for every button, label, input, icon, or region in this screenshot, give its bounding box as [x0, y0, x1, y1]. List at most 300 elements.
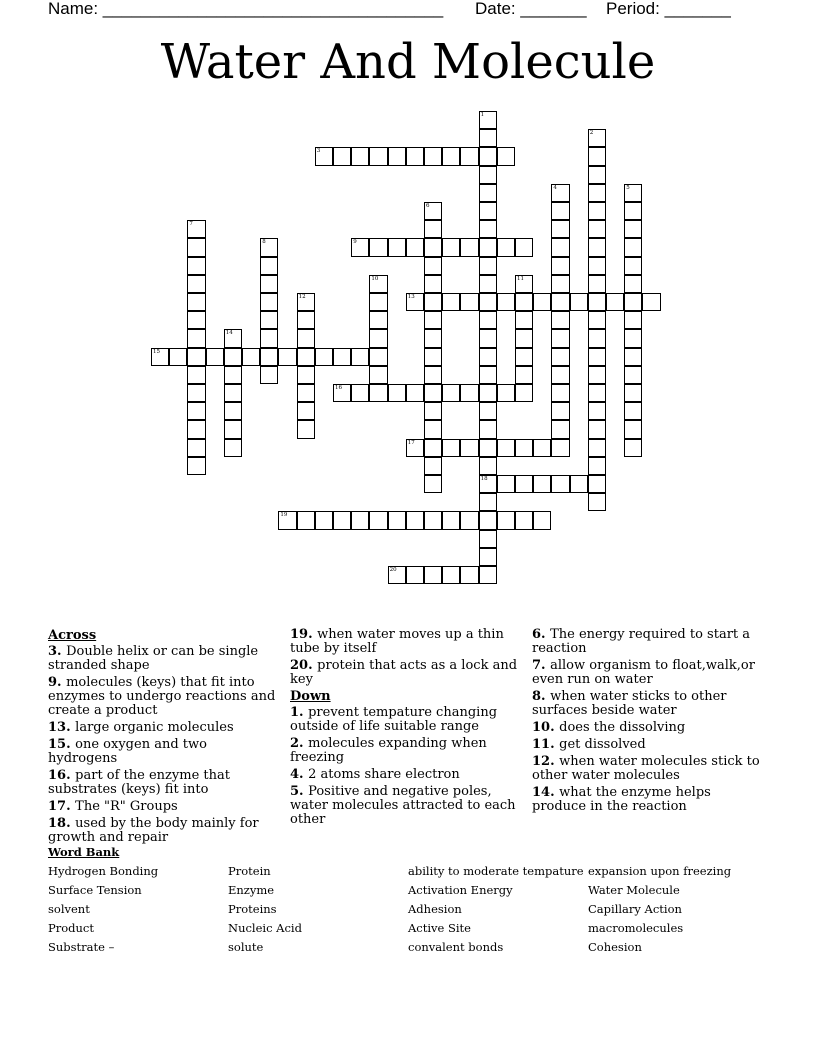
grid-cell[interactable] [460, 511, 478, 529]
grid-cell[interactable] [624, 275, 642, 293]
grid-cell[interactable] [479, 220, 497, 238]
grid-cell[interactable] [515, 439, 533, 457]
name-field[interactable]: Name: ____________________________________ [48, 0, 444, 18]
grid-cell[interactable] [588, 475, 606, 493]
grid-cell[interactable] [297, 311, 315, 329]
grid-cell[interactable] [588, 439, 606, 457]
clue-number: 4 [553, 184, 557, 191]
grid-cell[interactable] [624, 329, 642, 347]
grid-cell[interactable] [315, 511, 333, 529]
clue-item-number: 4. [290, 767, 309, 782]
grid-cell[interactable] [479, 293, 497, 311]
clue-item [48, 800, 278, 814]
grid-cell[interactable] [424, 475, 442, 493]
grid-cell[interactable] [224, 402, 242, 420]
grid-cell[interactable] [588, 402, 606, 420]
grid-cell[interactable] [424, 566, 442, 584]
grid-cell[interactable] [479, 530, 497, 548]
grid-cell[interactable] [369, 275, 387, 293]
grid-cell[interactable] [533, 293, 551, 311]
grid-cell[interactable] [624, 348, 642, 366]
grid-cell[interactable] [588, 348, 606, 366]
grid-cell[interactable] [278, 348, 296, 366]
grid-cell[interactable] [497, 384, 515, 402]
period-field[interactable]: Period: _______ [606, 0, 731, 18]
grid-cell[interactable] [624, 366, 642, 384]
grid-cell[interactable] [588, 293, 606, 311]
grid-cell[interactable] [588, 257, 606, 275]
grid-cell[interactable] [515, 348, 533, 366]
grid-cell[interactable] [187, 348, 205, 366]
grid-cell[interactable] [260, 257, 278, 275]
grid-cell[interactable] [151, 348, 169, 366]
grid-cell[interactable] [624, 238, 642, 256]
grid-cell[interactable] [515, 511, 533, 529]
grid-cell[interactable] [515, 293, 533, 311]
grid-cell[interactable] [297, 293, 315, 311]
grid-cell[interactable] [551, 311, 569, 329]
grid-cell[interactable] [551, 220, 569, 238]
clue-item-text: does the dissolving [559, 720, 686, 735]
grid-cell[interactable] [515, 311, 533, 329]
grid-cell[interactable] [351, 511, 369, 529]
clue-number: 19 [280, 512, 288, 519]
grid-cell[interactable] [187, 329, 205, 347]
grid-cell[interactable] [260, 366, 278, 384]
grid-cell[interactable] [497, 475, 515, 493]
grid-cell[interactable] [388, 566, 406, 584]
grid-cell[interactable] [406, 439, 424, 457]
grid-cell[interactable] [624, 402, 642, 420]
grid-cell[interactable] [187, 275, 205, 293]
grid-cell[interactable] [351, 238, 369, 256]
grid-cell[interactable] [479, 475, 497, 493]
grid-cell[interactable] [551, 475, 569, 493]
grid-cell[interactable] [624, 257, 642, 275]
grid-cell[interactable] [497, 511, 515, 529]
grid-cell[interactable] [606, 293, 624, 311]
clue-item-number: 1. [290, 705, 309, 720]
grid-cell[interactable] [206, 348, 224, 366]
grid-cell[interactable] [297, 348, 315, 366]
grid-cell[interactable] [515, 384, 533, 402]
clue-item-number: 18. [48, 816, 76, 831]
grid-cell[interactable] [424, 366, 442, 384]
word-bank-item: Surface Tension [48, 883, 142, 897]
grid-cell[interactable] [624, 384, 642, 402]
grid-cell[interactable] [442, 384, 460, 402]
word-bank-item: convalent bonds [408, 940, 504, 954]
clue-item [48, 721, 278, 735]
grid-cell[interactable] [297, 329, 315, 347]
grid-cell[interactable] [369, 348, 387, 366]
grid-cell[interactable] [442, 439, 460, 457]
grid-cell[interactable] [551, 238, 569, 256]
clue-column-3 [532, 628, 762, 817]
grid-cell[interactable] [551, 293, 569, 311]
grid-cell[interactable] [424, 257, 442, 275]
grid-cell[interactable] [224, 366, 242, 384]
clue-item [48, 817, 278, 845]
grid-cell[interactable] [479, 511, 497, 529]
grid-cell[interactable] [624, 293, 642, 311]
clue-item-text: molecules expanding when freezing [290, 736, 487, 765]
date-field[interactable]: Date: _______ [475, 0, 587, 18]
grid-cell[interactable] [369, 311, 387, 329]
clue-number: 14 [225, 330, 233, 337]
grid-cell[interactable] [224, 384, 242, 402]
grid-cell[interactable] [315, 147, 333, 165]
clue-number: 7 [189, 221, 193, 228]
grid-cell[interactable] [479, 439, 497, 457]
grid-cell[interactable] [551, 184, 569, 202]
grid-cell[interactable] [533, 511, 551, 529]
grid-cell[interactable] [406, 566, 424, 584]
grid-cell[interactable] [515, 275, 533, 293]
grid-cell[interactable] [424, 457, 442, 475]
grid-cell[interactable] [479, 493, 497, 511]
word-bank-item: Activation Energy [408, 883, 513, 897]
clue-item [48, 676, 278, 718]
grid-cell[interactable] [460, 439, 478, 457]
grid-cell[interactable] [351, 147, 369, 165]
grid-cell[interactable] [588, 384, 606, 402]
clue-number: 16 [335, 385, 342, 391]
grid-cell[interactable] [406, 511, 424, 529]
grid-cell[interactable] [388, 511, 406, 529]
grid-cell[interactable] [588, 493, 606, 511]
grid-cell[interactable] [479, 166, 497, 184]
grid-cell[interactable] [424, 202, 442, 220]
grid-cell[interactable] [588, 220, 606, 238]
word-bank-item: Hydrogen Bonding [48, 864, 159, 878]
clue-number: 11 [517, 275, 524, 282]
grid-cell[interactable] [588, 238, 606, 256]
clue-number: 10 [371, 275, 379, 282]
grid-cell[interactable] [187, 402, 205, 420]
clue-item-text: allow organism to float,walk,or even run on water [532, 658, 755, 687]
grid-cell[interactable] [624, 202, 642, 220]
grid-cell[interactable] [588, 129, 606, 147]
page-title: Water And Molecule [160, 34, 656, 90]
grid-cell[interactable] [297, 384, 315, 402]
grid-cell[interactable] [588, 166, 606, 184]
clue-item-number: 7. [532, 658, 551, 673]
grid-cell[interactable] [406, 293, 424, 311]
grid-cell[interactable] [369, 384, 387, 402]
grid-cell[interactable] [479, 566, 497, 584]
grid-cell[interactable] [187, 257, 205, 275]
grid-cell[interactable] [479, 202, 497, 220]
grid-cell[interactable] [369, 238, 387, 256]
grid-cell[interactable] [224, 439, 242, 457]
grid-cell[interactable] [479, 457, 497, 475]
grid-cell[interactable] [442, 566, 460, 584]
clue-item-text: part of the enzyme that substrates (keys) fit into [48, 768, 230, 797]
grid-cell[interactable] [460, 147, 478, 165]
grid-cell[interactable] [224, 329, 242, 347]
clue-item [532, 738, 762, 752]
grid-cell[interactable] [187, 420, 205, 438]
grid-cell[interactable] [479, 420, 497, 438]
word-bank-item: Active Site [408, 921, 471, 935]
grid-cell[interactable] [424, 420, 442, 438]
grid-cell[interactable] [260, 275, 278, 293]
clue-number: 8 [262, 239, 266, 246]
grid-cell[interactable] [588, 457, 606, 475]
grid-cell[interactable] [497, 238, 515, 256]
grid-cell[interactable] [460, 566, 478, 584]
grid-cell[interactable] [551, 202, 569, 220]
clue-number: 13 [407, 294, 415, 300]
grid-cell[interactable] [369, 147, 387, 165]
grid-cell[interactable] [260, 329, 278, 347]
grid-cell[interactable] [551, 348, 569, 366]
grid-cell[interactable] [588, 329, 606, 347]
grid-cell[interactable] [351, 348, 369, 366]
grid-cell[interactable] [424, 402, 442, 420]
clue-item-number: 9. [48, 675, 67, 690]
grid-cell[interactable] [187, 293, 205, 311]
grid-cell[interactable] [497, 293, 515, 311]
clue-item-text: The energy required to start a reaction [532, 627, 751, 656]
grid-cell[interactable] [588, 275, 606, 293]
grid-cell[interactable] [424, 348, 442, 366]
grid-cell[interactable] [515, 329, 533, 347]
grid-cell[interactable] [169, 348, 187, 366]
grid-cell[interactable] [260, 311, 278, 329]
grid-cell[interactable] [479, 384, 497, 402]
grid-cell[interactable] [570, 475, 588, 493]
grid-cell[interactable] [260, 348, 278, 366]
grid-cell[interactable] [624, 311, 642, 329]
grid-cell[interactable] [187, 238, 205, 256]
grid-cell[interactable] [479, 257, 497, 275]
grid-cell[interactable] [369, 293, 387, 311]
grid-cell[interactable] [551, 366, 569, 384]
clue-number: 12 [298, 294, 306, 300]
grid-cell[interactable] [588, 420, 606, 438]
clue-item [532, 786, 762, 814]
word-bank-item: macromolecules [588, 921, 684, 935]
clue-item [532, 721, 762, 735]
clue-number: 5 [626, 184, 630, 191]
clue-item-text: protein that acts as a lock and key [290, 658, 518, 687]
grid-cell[interactable] [515, 475, 533, 493]
clue-item [48, 738, 278, 766]
grid-cell[interactable] [479, 402, 497, 420]
grid-cell[interactable] [224, 348, 242, 366]
clue-column-2 [290, 628, 520, 830]
grid-cell[interactable] [442, 293, 460, 311]
grid-cell[interactable] [479, 147, 497, 165]
grid-cell[interactable] [333, 384, 351, 402]
grid-cell[interactable] [551, 402, 569, 420]
clue-item-text: what the enzyme helps produce in the reaction [532, 785, 711, 814]
grid-cell[interactable] [588, 311, 606, 329]
grid-cell[interactable] [187, 457, 205, 475]
grid-cell[interactable] [315, 348, 333, 366]
clue-item-text: The "R" Groups [75, 799, 178, 814]
grid-cell[interactable] [424, 220, 442, 238]
grid-cell[interactable] [260, 293, 278, 311]
clue-item-text: Double helix or can be single stranded shape [48, 644, 259, 673]
clue-item-number: 13. [48, 720, 76, 735]
grid-cell[interactable] [479, 129, 497, 147]
word-bank-item: Capillary Action [588, 902, 682, 916]
word-bank-item: Substrate – [48, 940, 115, 954]
clue-number: 1 [480, 112, 485, 118]
grid-cell[interactable] [424, 511, 442, 529]
grid-cell[interactable] [406, 238, 424, 256]
grid-cell[interactable] [551, 275, 569, 293]
grid-cell[interactable] [551, 329, 569, 347]
grid-cell[interactable] [388, 384, 406, 402]
grid-cell[interactable] [297, 511, 315, 529]
clue-number: 15 [153, 348, 160, 355]
grid-cell[interactable] [297, 366, 315, 384]
grid-cell[interactable] [442, 238, 460, 256]
grid-cell[interactable] [479, 348, 497, 366]
word-bank-heading: Word Bank [48, 845, 120, 859]
clue-item [532, 628, 762, 656]
grid-cell[interactable] [242, 348, 260, 366]
grid-cell[interactable] [624, 184, 642, 202]
clue-item-number: 15. [48, 737, 76, 752]
grid-cell[interactable] [588, 184, 606, 202]
clue-item-number: 17. [48, 799, 76, 814]
clue-item-number: 19. [290, 627, 318, 642]
clue-item-number: 6. [532, 627, 551, 642]
grid-cell[interactable] [333, 147, 351, 165]
clue-item-number: 12. [532, 754, 560, 769]
grid-cell[interactable] [479, 329, 497, 347]
grid-cell[interactable] [588, 147, 606, 165]
grid-cell[interactable] [333, 511, 351, 529]
grid-cell[interactable] [479, 111, 497, 129]
grid-cell[interactable] [551, 257, 569, 275]
word-bank-item: Enzyme [228, 883, 275, 897]
grid-cell[interactable] [497, 439, 515, 457]
clue-item-text: large organic molecules [75, 720, 234, 735]
grid-cell[interactable] [406, 384, 424, 402]
grid-cell[interactable] [187, 220, 205, 238]
grid-cell[interactable] [297, 402, 315, 420]
grid-cell[interactable] [479, 548, 497, 566]
grid-cell[interactable] [551, 384, 569, 402]
clue-number: 20 [389, 567, 397, 573]
grid-cell[interactable] [187, 384, 205, 402]
grid-cell[interactable] [460, 238, 478, 256]
grid-cell[interactable] [260, 238, 278, 256]
grid-cell[interactable] [424, 147, 442, 165]
grid-cell[interactable] [479, 366, 497, 384]
grid-cell[interactable] [460, 384, 478, 402]
clue-item [290, 628, 520, 656]
clue-item-text: prevent tempature changing outside of life suitable range [290, 705, 498, 734]
grid-cell[interactable] [297, 420, 315, 438]
clue-section-heading: Across [48, 628, 97, 643]
clue-item [48, 645, 278, 673]
grid-cell[interactable] [424, 275, 442, 293]
grid-cell[interactable] [187, 366, 205, 384]
word-bank-item: Cohesion [588, 940, 642, 954]
grid-cell[interactable] [479, 275, 497, 293]
grid-cell[interactable] [187, 439, 205, 457]
grid-cell[interactable] [479, 238, 497, 256]
grid-cell[interactable] [351, 384, 369, 402]
grid-cell[interactable] [533, 475, 551, 493]
grid-cell[interactable] [187, 311, 205, 329]
clue-item-number: 5. [290, 784, 309, 799]
clue-item-text: 2 atoms share electron [308, 767, 460, 782]
grid-cell[interactable] [642, 293, 660, 311]
clue-item [532, 755, 762, 783]
grid-cell[interactable] [515, 366, 533, 384]
grid-cell[interactable] [442, 511, 460, 529]
grid-cell[interactable] [369, 329, 387, 347]
grid-cell[interactable] [369, 366, 387, 384]
grid-cell[interactable] [624, 439, 642, 457]
grid-cell[interactable] [278, 511, 296, 529]
grid-cell[interactable] [424, 384, 442, 402]
grid-cell[interactable] [406, 147, 424, 165]
clue-item [290, 768, 520, 782]
clue-item-number: 14. [532, 785, 560, 800]
clue-item-number: 10. [532, 720, 560, 735]
grid-cell[interactable] [424, 329, 442, 347]
grid-cell[interactable] [588, 202, 606, 220]
clue-item-text: when water molecules stick to other water molecules [532, 754, 760, 783]
clue-item [48, 769, 278, 797]
clue-item-text: one oxygen and two hydrogens [48, 737, 207, 766]
clue-item [532, 659, 762, 687]
grid-cell[interactable] [442, 147, 460, 165]
clue-number: 18 [480, 476, 488, 482]
grid-cell[interactable] [588, 366, 606, 384]
grid-cell[interactable] [497, 147, 515, 165]
grid-cell[interactable] [570, 293, 588, 311]
clue-number: 6 [426, 203, 430, 209]
grid-cell[interactable] [533, 439, 551, 457]
grid-cell[interactable] [424, 293, 442, 311]
grid-cell[interactable] [551, 439, 569, 457]
word-bank-item: solute [228, 940, 264, 954]
grid-cell[interactable] [624, 420, 642, 438]
grid-cell[interactable] [224, 420, 242, 438]
grid-cell[interactable] [460, 293, 478, 311]
clue-item-number: 8. [532, 689, 551, 704]
clue-item-number: 20. [290, 658, 318, 673]
grid-cell[interactable] [369, 511, 387, 529]
grid-cell[interactable] [551, 420, 569, 438]
grid-cell[interactable] [333, 348, 351, 366]
grid-cell[interactable] [388, 238, 406, 256]
word-bank [48, 845, 768, 965]
grid-cell[interactable] [424, 238, 442, 256]
grid-cell[interactable] [424, 439, 442, 457]
grid-cell[interactable] [424, 311, 442, 329]
grid-cell[interactable] [479, 311, 497, 329]
grid-cell[interactable] [624, 220, 642, 238]
clue-item [290, 706, 520, 734]
grid-cell[interactable] [388, 147, 406, 165]
clue-number: 3 [316, 148, 321, 155]
grid-cell[interactable] [479, 184, 497, 202]
grid-cell[interactable] [515, 238, 533, 256]
clue-item [532, 690, 762, 718]
clue-item [290, 785, 520, 827]
